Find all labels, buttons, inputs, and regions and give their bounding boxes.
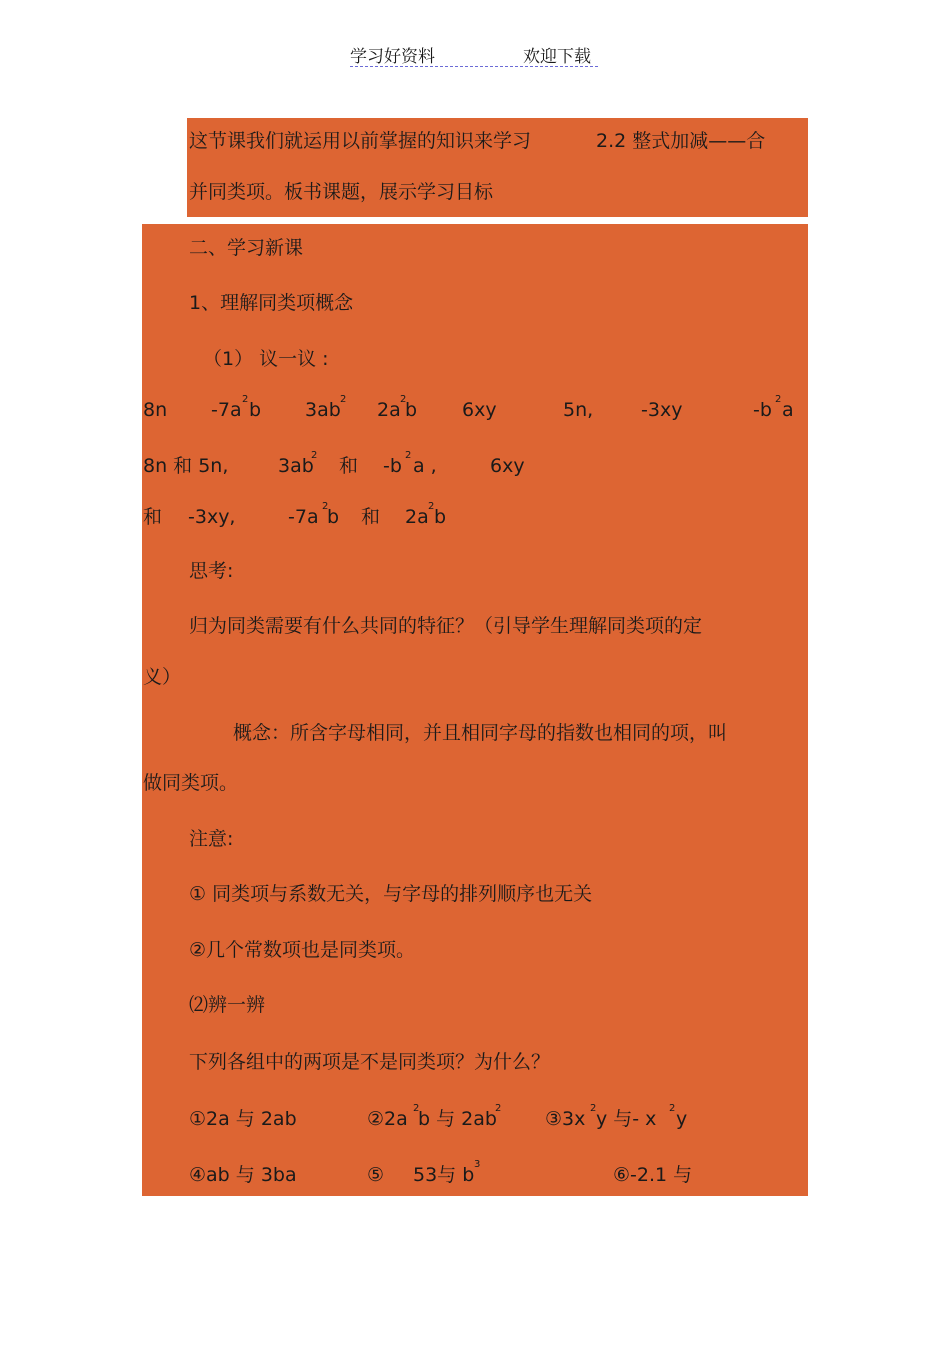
exercise-3: ③3x: [545, 1108, 586, 1130]
pair-term: -7a: [288, 506, 319, 528]
pair-term: 和: [143, 506, 163, 528]
exercise-4: ④ab 与 3ba: [189, 1164, 297, 1186]
superscript: 2: [340, 394, 347, 405]
think-question-line1: 归为同类需要有什么共同的特征？（引导学生理解同类项的定: [189, 615, 703, 637]
page-header: [350, 40, 598, 67]
pair-term: 和: [339, 455, 359, 477]
intro-line1: 这节课我们就运用以前掌握的知识来学习: [189, 130, 532, 152]
superscript: 2: [311, 450, 318, 461]
note-item-2: ②几个常数项也是同类项。: [189, 939, 416, 961]
intro-line1-topic: 2.2 整式加减——合: [596, 130, 766, 152]
pair-term: 6xy: [490, 455, 525, 477]
pair-term: 8n 和 5n,: [143, 455, 229, 477]
pair-term: -b: [383, 455, 402, 477]
term: 6xy: [462, 399, 497, 421]
exercise-3-mid: y 与- x: [596, 1108, 657, 1130]
subsection-title: 1、理解同类项概念: [189, 292, 354, 314]
superscript: 2: [400, 394, 407, 405]
superscript: 3: [474, 1159, 481, 1170]
term: -7a: [211, 399, 242, 421]
term: 2a: [377, 399, 401, 421]
superscript: 2: [590, 1103, 597, 1114]
think-question-line2: 义）: [143, 666, 182, 688]
discuss-label: （1） 议一议 :: [203, 348, 329, 370]
concept-line2: 做同类项。: [143, 772, 239, 794]
pair-term: b: [434, 506, 447, 528]
pair-term: 2a: [405, 506, 429, 528]
header-right-text: 欢迎下载: [523, 47, 591, 67]
superscript: 2: [775, 394, 782, 405]
section-title: 二、学习新课: [189, 237, 304, 259]
term: -b: [753, 399, 772, 421]
superscript: 2: [405, 450, 412, 461]
exercise-3-end: y: [676, 1108, 688, 1130]
pair-term: a ,: [413, 455, 437, 477]
term: -3xy: [641, 399, 683, 421]
term: a: [782, 399, 794, 421]
pair-term: 和: [361, 506, 381, 528]
note-label: 注意:: [189, 828, 234, 850]
identify-label: ⑵辨一辨: [189, 994, 266, 1016]
header-left-text: 学习好资料: [350, 47, 435, 67]
identify-question: 下列各组中的两项是不是同类项？为什么？: [189, 1051, 551, 1073]
think-label: 思考:: [189, 560, 234, 582]
term: 5n,: [563, 399, 594, 421]
superscript: 2: [495, 1103, 502, 1114]
pair-term: 3ab: [278, 455, 314, 477]
exercise-5: ⑤: [367, 1164, 385, 1186]
term: 3ab: [305, 399, 341, 421]
term: b: [405, 399, 418, 421]
concept-line1: 概念：所含字母相同，并且相同字母的指数也相同的项，叫: [233, 722, 728, 744]
exercise-2-rest: b 与 2ab: [418, 1108, 497, 1130]
superscript: 2: [322, 501, 329, 512]
term: b: [249, 399, 262, 421]
pair-term: -3xy,: [188, 506, 236, 528]
superscript: 2: [413, 1103, 420, 1114]
exercise-1: ①2a 与 2ab: [189, 1108, 297, 1130]
intro-line2: 并同类项。板书课题，展示学习目标: [189, 181, 494, 203]
superscript: 2: [669, 1103, 676, 1114]
exercise-2: ②2a: [367, 1108, 408, 1130]
exercise-5-term: 53与 b: [413, 1164, 475, 1186]
exercise-6: ⑥-2.1 与: [613, 1164, 693, 1186]
term: 8n: [143, 399, 168, 421]
pair-term: b: [327, 506, 340, 528]
superscript: 2: [242, 394, 249, 405]
note-item-1: ① 同类项与系数无关，与字母的排列顺序也无关: [189, 883, 593, 905]
superscript: 2: [428, 501, 435, 512]
